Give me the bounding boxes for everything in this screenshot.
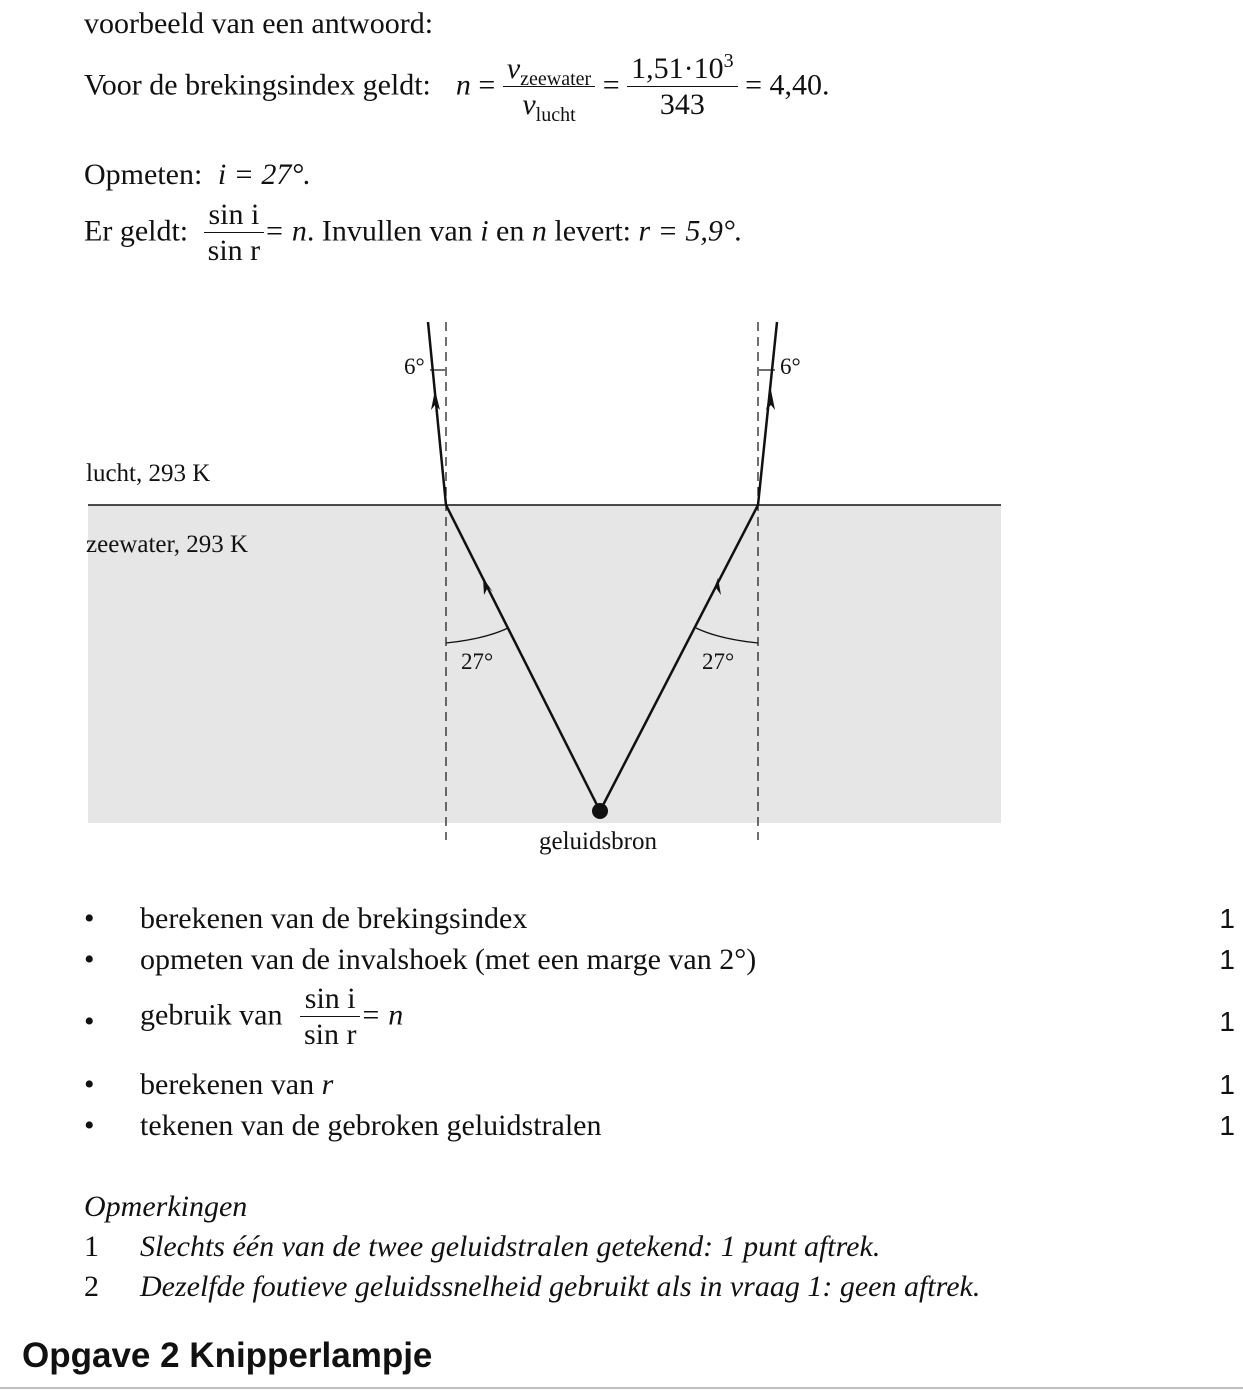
v-denominator: v <box>522 88 536 121</box>
ray-right-air <box>758 322 777 505</box>
formula2-var-i: i <box>480 214 489 248</box>
remark-number: 1 <box>84 1230 99 1263</box>
bullet: • <box>84 943 95 976</box>
sine-numerator: sin i <box>204 198 265 233</box>
criterion-1 <box>0 901 1243 937</box>
refraction-index-formula <box>84 50 830 126</box>
criterion-sine-fraction <box>300 982 361 1053</box>
criterion-eq-n: = n <box>360 998 404 1032</box>
remark-1 <box>0 1229 1243 1265</box>
criterion-points: 1 <box>1219 1006 1235 1037</box>
criterion-points: 1 <box>1219 903 1235 934</box>
measure-line <box>84 157 311 193</box>
bullet: • <box>84 1109 95 1142</box>
bullet: • <box>84 902 95 935</box>
criterion-points: 1 <box>1219 1069 1235 1100</box>
criterion-3 <box>0 982 1243 1062</box>
formula2-eq-n: = n <box>264 214 307 248</box>
criterion-text: opmeten van de invalshoek (met een marge van 2°) <box>140 943 757 976</box>
formula2-tail-c: levert: <box>546 214 639 248</box>
remark-number: 2 <box>84 1270 99 1303</box>
criterion-5 <box>0 1108 1243 1144</box>
intro-text: voorbeeld van een antwoord: <box>84 7 434 40</box>
value-exponent: 3 <box>723 50 734 72</box>
criterion-var-r: r <box>321 1068 334 1101</box>
sine-fraction <box>204 198 265 269</box>
bullet: • <box>84 1068 95 1101</box>
value-fraction <box>627 52 738 123</box>
measure-lead: Opmeten: <box>84 158 203 191</box>
criterion-points: 1 <box>1219 1110 1235 1141</box>
sine-denominator: sin r <box>207 234 261 267</box>
criterion-text: tekenen van de gebroken geluidstralen <box>140 1109 602 1142</box>
criterion-frac-num: sin i <box>300 982 361 1017</box>
formula1-n: n <box>455 68 471 102</box>
criterion-text: berekenen van de brekingsindex <box>140 902 528 935</box>
refraction-diagram <box>0 300 1243 870</box>
formula2-tail-b: en <box>488 214 532 248</box>
label-air: lucht, 293 K <box>86 460 211 487</box>
criterion-text-formula <box>140 982 403 1053</box>
section-heading: Opgave 2 Knipperlampje <box>22 1336 433 1375</box>
v-sub-zeewater: zeewater <box>520 68 592 90</box>
criterion-text-var <box>140 1067 333 1103</box>
arrow-right-air <box>766 390 775 410</box>
remark-text: Slechts één van de twee geluidstralen getekend: 1 punt aftrek. <box>140 1230 881 1263</box>
formula2-lead: Er geldt: <box>84 214 189 248</box>
formula1-result: = 4,40. <box>745 68 830 102</box>
formula2-result: r = 5,9°. <box>638 214 743 248</box>
formula2-var-n: n <box>531 214 547 248</box>
criterion-frac-den: sin r <box>303 1018 357 1051</box>
angle-label-left-bottom: 27° <box>461 649 494 674</box>
formula1-eq2: = <box>602 68 620 102</box>
snell-formula <box>84 198 742 269</box>
formula2-tail-a: . Invullen van <box>306 214 481 248</box>
remarks-title: Opmerkingen <box>84 1190 248 1223</box>
criterion-2 <box>0 942 1243 978</box>
v-numerator: v <box>506 52 521 85</box>
bottom-rule <box>0 1387 1243 1389</box>
value-denominator: 343 <box>659 88 705 121</box>
formula1-eq: = <box>478 68 496 102</box>
label-water: zeewater, 293 K <box>86 531 249 558</box>
remark-2 <box>0 1269 1243 1305</box>
measure-expr: i = 27°. <box>217 158 311 191</box>
label-source: geluidsbron <box>538 828 658 855</box>
sound-source-dot <box>592 803 608 819</box>
v-sub-lucht: lucht <box>535 104 576 126</box>
value-numerator: 1,51·10 <box>631 52 724 85</box>
angle-label-right-bottom: 27° <box>702 649 735 674</box>
criterion-points: 1 <box>1219 944 1235 975</box>
angle-label-left-top: 6° <box>404 354 425 379</box>
bullet: • <box>84 1005 95 1038</box>
velocity-fraction <box>503 52 595 126</box>
criterion-text: berekenen van <box>140 1068 322 1101</box>
ray-left-air <box>428 322 446 505</box>
formula1-lead: Voor de brekingsindex geldt: <box>84 68 431 102</box>
criterion-text: gebruik van <box>140 998 283 1032</box>
criterion-4 <box>0 1067 1243 1103</box>
remark-text: Dezelfde foutieve geluidssnelheid gebruikt als in vraag 1: geen aftrek. <box>140 1270 981 1303</box>
angle-label-right-top: 6° <box>780 354 801 379</box>
